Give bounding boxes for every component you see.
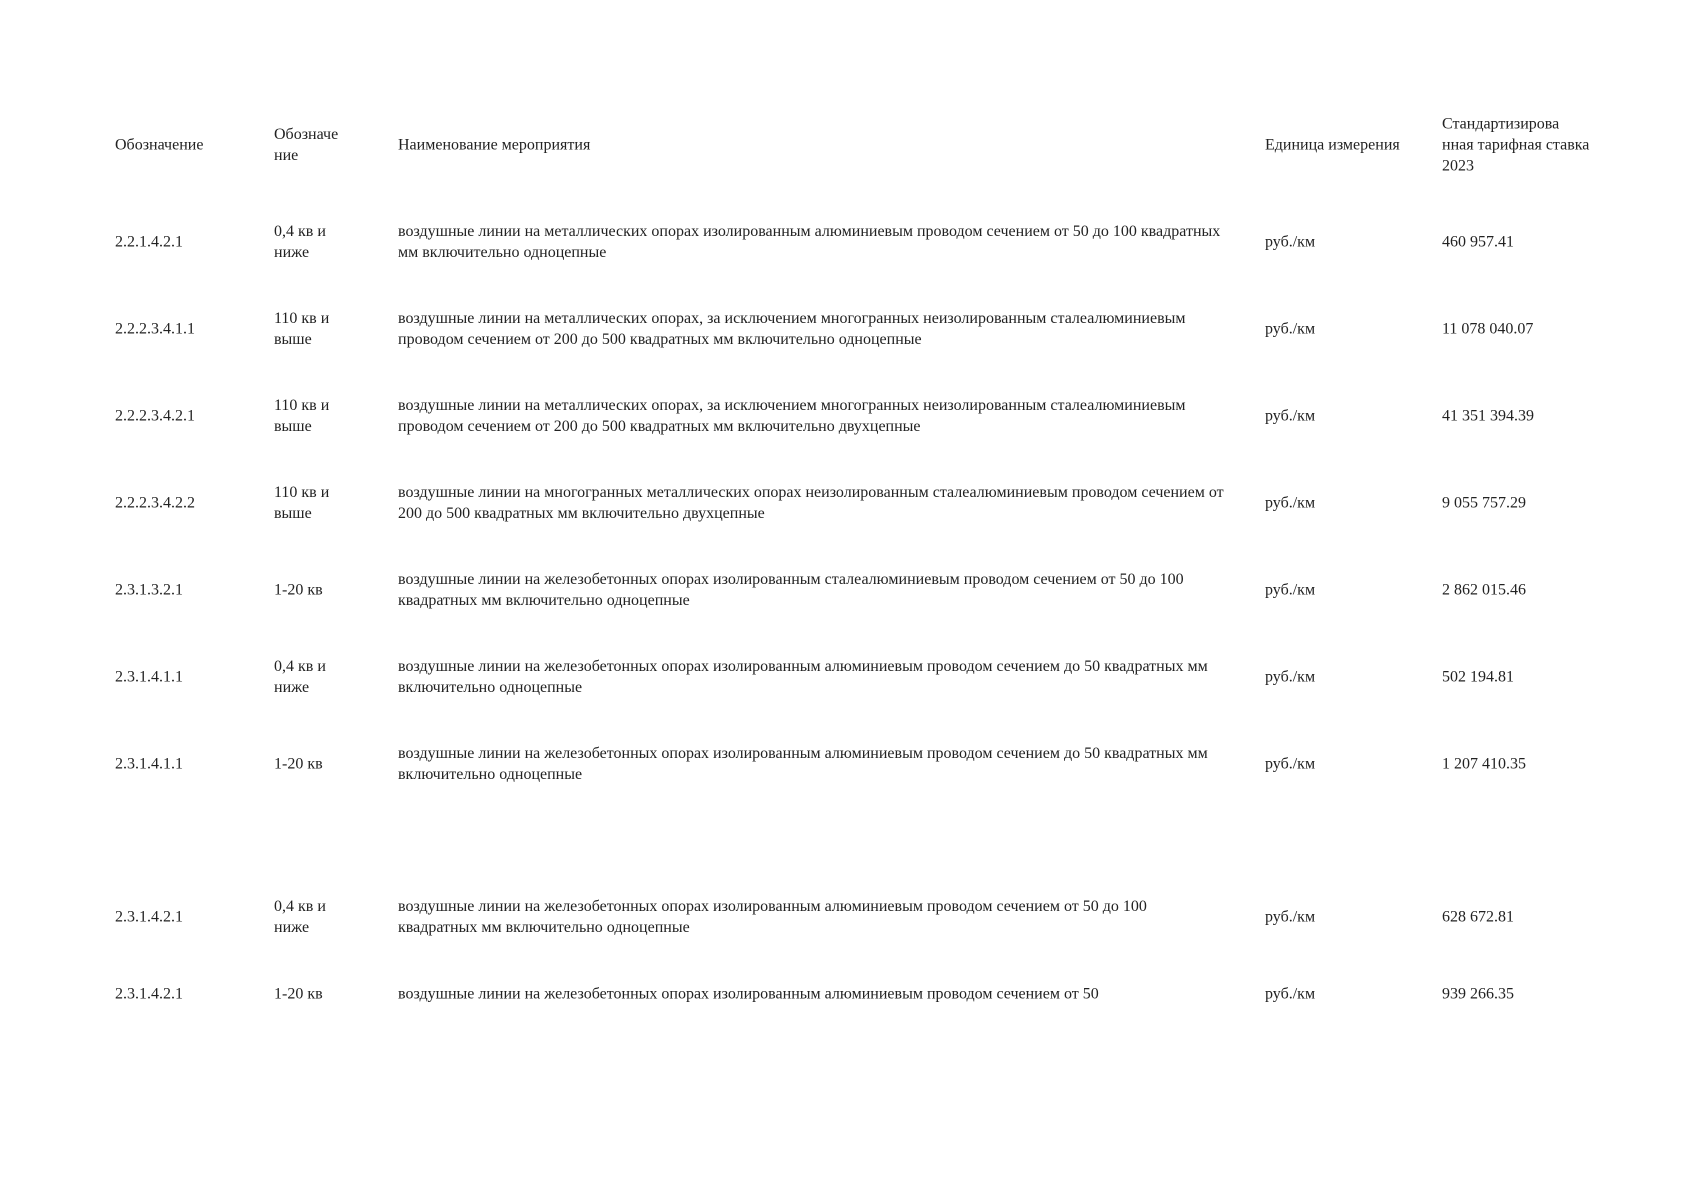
row-unit: руб./км xyxy=(1265,320,1316,338)
row-name: воздушные линии на металлических опорах, за исключением многогранных неизолированным сталеалюминиевым проводом сечением от 200 до 500 квадратных мм включительно одноцепные xyxy=(398,310,1186,348)
row-rate: 460 957.41 xyxy=(1442,233,1514,251)
row-rate: 2 862 015.46 xyxy=(1442,581,1526,599)
row-rate: 1 207 410.35 xyxy=(1442,755,1526,773)
row-voltage: 0,4 кв и ниже xyxy=(274,898,326,936)
row-voltage: 0,4 кв и ниже xyxy=(274,658,326,696)
row-code: 2.3.1.3.2.1 xyxy=(115,581,183,599)
row-voltage: 110 кв и выше xyxy=(274,310,330,348)
row-name: воздушные линии на металлических опорах, за исключением многогранных неизолированным сталеалюминиевым проводом сечением от 200 до 500 квадратных мм включительно двухцепные xyxy=(398,397,1186,435)
table-row xyxy=(0,560,1697,620)
table-row xyxy=(0,964,1697,1024)
row-code: 2.2.2.3.4.2.2 xyxy=(115,494,195,512)
header-code: Обозначение xyxy=(115,136,204,154)
header-activity-name: Наименование мероприятия xyxy=(398,136,591,154)
row-voltage: 110 кв и выше xyxy=(274,484,330,522)
row-code: 2.3.1.4.2.1 xyxy=(115,908,183,926)
table-row xyxy=(0,734,1697,794)
row-unit: руб./км xyxy=(1265,755,1316,773)
table-row xyxy=(0,647,1697,707)
table-row xyxy=(0,887,1697,947)
table-row xyxy=(0,299,1697,359)
row-rate: 628 672.81 xyxy=(1442,908,1514,926)
header-designation: Обозначе ние xyxy=(274,126,339,164)
row-name: воздушные линии на железобетонных опорах изолированным алюминиевым проводом сечением до 50 квадратных мм включительно одноцепные xyxy=(398,658,1208,696)
table-row xyxy=(0,473,1697,533)
row-voltage: 1-20 кв xyxy=(274,985,323,1003)
row-unit: руб./км xyxy=(1265,581,1316,599)
row-name: воздушные линии на железобетонных опорах изолированным алюминиевым проводом сечением от 50 до 100 квадратных мм включительно одноцепные xyxy=(398,898,1147,936)
row-unit: руб./км xyxy=(1265,494,1316,512)
row-code: 2.2.1.4.2.1 xyxy=(115,233,183,251)
table-row xyxy=(0,386,1697,446)
row-name: воздушные линии на металлических опорах изолированным алюминиевым проводом сечением от 50 до 100 квадратных мм включительно одноцепные xyxy=(398,223,1221,261)
row-rate: 11 078 040.07 xyxy=(1442,320,1534,338)
row-code: 2.2.2.3.4.1.1 xyxy=(115,320,195,338)
row-name: воздушные линии на железобетонных опорах изолированным алюминиевым проводом сечением от 50 xyxy=(398,985,1099,1003)
row-code: 2.3.1.4.2.1 xyxy=(115,985,183,1003)
header-rate: Стандартизирова нная тарифная ставка 2023 xyxy=(1442,115,1590,175)
row-code: 2.3.1.4.1.1 xyxy=(115,668,183,686)
row-code: 2.2.2.3.4.2.1 xyxy=(115,407,195,425)
row-rate: 502 194.81 xyxy=(1442,668,1514,686)
table-row xyxy=(0,212,1697,272)
row-voltage: 0,4 кв и ниже xyxy=(274,223,326,261)
row-voltage: 110 кв и выше xyxy=(274,397,330,435)
row-unit: руб./км xyxy=(1265,233,1316,251)
row-voltage: 1-20 кв xyxy=(274,755,323,773)
row-name: воздушные линии на железобетонных опорах изолированным алюминиевым проводом сечением до 50 квадратных мм включительно одноцепные xyxy=(398,745,1208,783)
row-unit: руб./км xyxy=(1265,985,1316,1003)
row-name: воздушные линии на железобетонных опорах изолированным сталеалюминиевым проводом сечением от 50 до 100 квадратных мм включительно одноцепные xyxy=(398,571,1184,609)
row-unit: руб./км xyxy=(1265,407,1316,425)
row-rate: 41 351 394.39 xyxy=(1442,407,1534,425)
row-rate: 9 055 757.29 xyxy=(1442,494,1526,512)
row-unit: руб./км xyxy=(1265,668,1316,686)
row-rate: 939 266.35 xyxy=(1442,985,1514,1003)
table-header xyxy=(0,115,1697,175)
row-unit: руб./км xyxy=(1265,908,1316,926)
row-name: воздушные линии на многогранных металлических опорах неизолированным сталеалюминиевым проводом сечением от 200 до 500 квадратных мм включительно двухцепные xyxy=(398,484,1224,522)
row-voltage: 1-20 кв xyxy=(274,581,323,599)
header-unit: Единица измерения xyxy=(1265,136,1400,154)
row-code: 2.3.1.4.1.1 xyxy=(115,755,183,773)
